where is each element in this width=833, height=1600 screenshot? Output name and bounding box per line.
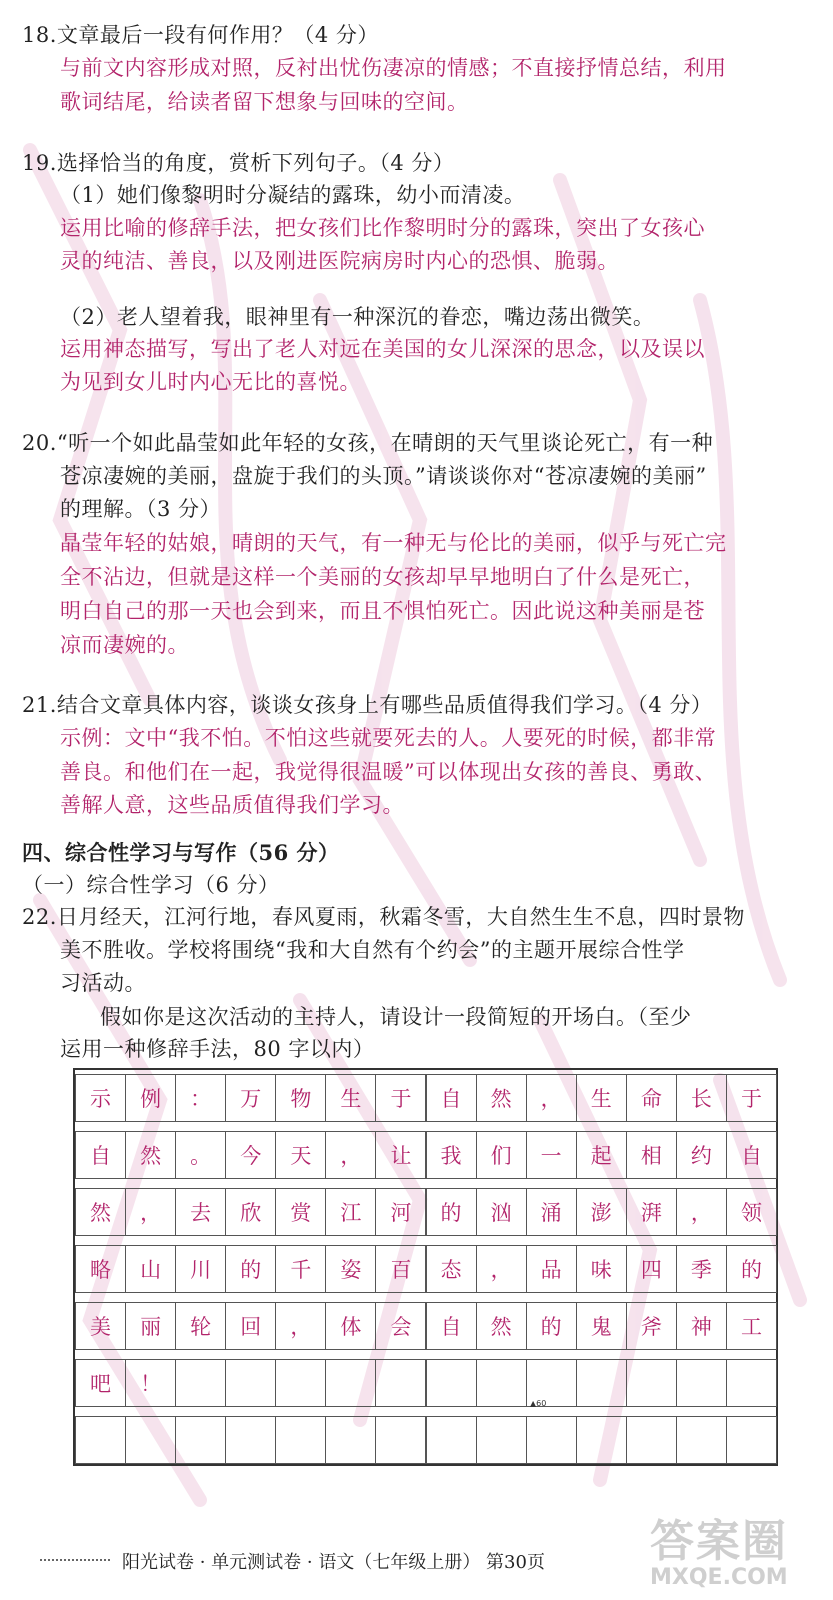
grid-cell: 会: [375, 1302, 426, 1350]
grid-cell: 命: [626, 1074, 677, 1122]
q22-question-line-3: 习活动。: [60, 971, 146, 995]
grid-cell: 略: [75, 1245, 126, 1293]
q22-prompt-line-2: 运用一种修辞手法，80 字以内）: [60, 1037, 375, 1061]
watermark-logo-text: 答案圈: [650, 1516, 788, 1567]
grid-cell: [426, 1359, 477, 1407]
q20-answer-line-1: 晶莹年轻的姑娘，晴朗的天气，有一种无与伦比的美丽，似乎与死亡完: [60, 531, 727, 555]
grid-cell: 品: [526, 1245, 577, 1293]
q19-ans1-line-1: 运用比喻的修辞手法，把女孩们比作黎明时分的露珠，突出了女孩心: [60, 216, 705, 240]
grid-cell: 自: [426, 1074, 477, 1122]
footer-dots-left: [40, 1559, 110, 1561]
grid-cell: 长: [676, 1074, 727, 1122]
grid-row: [75, 1302, 776, 1350]
grid-cell: 涌: [526, 1188, 577, 1236]
grid-cell: 轮: [175, 1302, 226, 1350]
section4-title: 四、综合性学习与写作（56 分）: [22, 840, 340, 865]
grid-cell: 四: [626, 1245, 677, 1293]
grid-cell: [125, 1416, 176, 1464]
q20-answer-line-4: 凉而凄婉的。: [60, 633, 189, 657]
grid-cell: 自: [75, 1131, 126, 1179]
q21-answer-line-1: 示例：文中“我不怕。不怕这些就要死去的人。人要死的时候，都非常: [60, 726, 717, 750]
grid-cell: 生: [576, 1074, 627, 1122]
grid-cell: [275, 1359, 326, 1407]
grid-cell: [676, 1359, 727, 1407]
grid-cell: 于: [375, 1074, 426, 1122]
q19-ans2-line-2: 为见到女儿时内心无比的喜悦。: [60, 370, 361, 394]
grid-cell: [75, 1416, 126, 1464]
grid-cell: 物: [275, 1074, 326, 1122]
q20-question-line-1: 20.“听一个如此晶莹如此年轻的女孩，在晴朗的天气里谈论死亡，有一种: [22, 431, 714, 455]
grid-cell: 万: [225, 1074, 276, 1122]
grid-cell: 然: [125, 1131, 176, 1179]
grid-cell: 的: [726, 1245, 777, 1293]
q20-answer-line-3: 明白自己的那一天也会到来，而且不惧怕死亡。因此说这种美丽是苍: [60, 599, 705, 623]
q18-question: 18.文章最后一段有何作用？（4 分）: [22, 23, 379, 47]
grid-cell: ，: [676, 1188, 727, 1236]
grid-cell: ，: [325, 1131, 376, 1179]
grid-cell: [225, 1416, 276, 1464]
grid-cell: 体: [325, 1302, 376, 1350]
grid-cell: 工: [726, 1302, 777, 1350]
grid-cell: 的: [225, 1245, 276, 1293]
grid-cell: 味: [576, 1245, 627, 1293]
grid-cell: ，: [275, 1302, 326, 1350]
grid-cell: 然: [75, 1188, 126, 1236]
grid-cell: [676, 1416, 727, 1464]
watermark-url: MXQE.COM: [650, 1565, 788, 1590]
grid-cell: [175, 1359, 226, 1407]
grid-cell: [325, 1416, 376, 1464]
grid-cell: 百: [375, 1245, 426, 1293]
grid-row: [75, 1416, 776, 1464]
grid-cell: 一: [526, 1131, 577, 1179]
grid-cell: [175, 1416, 226, 1464]
grid-cell: 神: [676, 1302, 727, 1350]
grid-cell: 鬼: [576, 1302, 627, 1350]
grid-row: [75, 1131, 776, 1179]
grid-cell: ！: [125, 1359, 176, 1407]
grid-cell: 河: [375, 1188, 426, 1236]
grid-cell: 然: [476, 1302, 527, 1350]
grid-cell: 姿: [325, 1245, 376, 1293]
q19-ans2-line-1: 运用神态描写，写出了老人对远在美国的女儿深深的思念，以及误以: [60, 337, 705, 361]
q22-question-line-2: 美不胜收。学校将围绕“我和大自然有个约会”的主题开展综合性学: [60, 938, 685, 962]
grid-cell: 川: [175, 1245, 226, 1293]
section4-subtitle: （一）综合性学习（6 分）: [22, 873, 280, 897]
q22-prompt-line-1: 假如你是这次活动的主持人，请设计一段简短的开场白。（至少: [100, 1005, 692, 1029]
grid-cell: 去: [175, 1188, 226, 1236]
grid-cell: [726, 1359, 777, 1407]
q19-sub2: （2）老人望着我，眼神里有一种深沉的眷恋，嘴边荡出微笑。: [60, 305, 655, 329]
grid-cell: 回: [225, 1302, 276, 1350]
grid-cell: 让: [375, 1131, 426, 1179]
grid-cell: [275, 1416, 326, 1464]
grid-cell: ：: [175, 1074, 226, 1122]
q21-question: 21.结合文章具体内容，谈谈女孩身上有哪些品质值得我们学习。（4 分）: [22, 693, 713, 717]
grid-cell: [726, 1416, 777, 1464]
grid-cell: 丽: [125, 1302, 176, 1350]
grid-cell: 我: [426, 1131, 477, 1179]
grid-cell: 欣: [225, 1188, 276, 1236]
grid-row: [75, 1245, 776, 1293]
grid-row: [75, 1188, 776, 1236]
grid-cell: 赏: [275, 1188, 326, 1236]
q20-question-line-2: 苍凉凄婉的美丽，盘旋于我们的头顶。”请谈谈你对“苍凉凄婉的美丽”: [60, 464, 707, 488]
grid-cell: 湃: [626, 1188, 677, 1236]
grid-cell: 山: [125, 1245, 176, 1293]
grid-cell: 今: [225, 1131, 276, 1179]
q21-answer-line-2: 善良。和他们在一起，我觉得很温暖”可以体现出女孩的善良、勇敢、: [60, 760, 717, 784]
grid-cell: 的: [426, 1188, 477, 1236]
grid-cell: 起: [576, 1131, 627, 1179]
grid-cell: 自: [426, 1302, 477, 1350]
grid-cell: 们: [476, 1131, 527, 1179]
word-count-marker: ▲60: [530, 1399, 547, 1408]
grid-cell: [225, 1359, 276, 1407]
q19-sub1: （1）她们像黎明时分凝结的露珠，幼小而清凌。: [60, 183, 526, 207]
grid-cell: 江: [325, 1188, 376, 1236]
grid-cell: 千: [275, 1245, 326, 1293]
grid-cell: 吧: [75, 1359, 126, 1407]
grid-cell: [576, 1416, 627, 1464]
grid-cell: 的: [526, 1302, 577, 1350]
grid-cell: [476, 1416, 527, 1464]
grid-row: [75, 1359, 776, 1407]
q21-answer-line-3: 善解人意，这些品质值得我们学习。: [60, 793, 404, 817]
grid-cell: 天: [275, 1131, 326, 1179]
grid-cell: 态: [426, 1245, 477, 1293]
grid-cell: [375, 1416, 426, 1464]
grid-cell: 于: [726, 1074, 777, 1122]
grid-cell: 例: [125, 1074, 176, 1122]
grid-cell: [375, 1359, 426, 1407]
grid-cell: [576, 1359, 627, 1407]
q20-question-line-3: 的理解。（3 分）: [60, 497, 222, 521]
grid-cell: 美: [75, 1302, 126, 1350]
grid-cell: [325, 1359, 376, 1407]
q20-answer-line-2: 全不沾边，但就是这样一个美丽的女孩却早早地明白了什么是死亡，: [60, 565, 705, 589]
grid-row: [75, 1074, 776, 1122]
q19-question: 19.选择恰当的角度，赏析下列句子。（4 分）: [22, 151, 455, 175]
grid-cell: [526, 1416, 577, 1464]
grid-cell: 斧: [626, 1302, 677, 1350]
answer-grid: [73, 1068, 778, 1466]
grid-cell: [476, 1359, 527, 1407]
grid-cell: 生: [325, 1074, 376, 1122]
grid-cell: ，: [476, 1245, 527, 1293]
grid-cell: 汹: [476, 1188, 527, 1236]
grid-cell: 澎: [576, 1188, 627, 1236]
grid-cell: 示: [75, 1074, 126, 1122]
watermark-logo: [650, 1505, 820, 1595]
grid-cell: 。: [175, 1131, 226, 1179]
grid-cell: [426, 1416, 477, 1464]
q18-answer-line-2: 歌词结尾，给读者留下想象与回味的空间。: [60, 90, 469, 114]
grid-cell: 约: [676, 1131, 727, 1179]
grid-cell: [626, 1359, 677, 1407]
footer-text: 阳光试卷 · 单元测试卷 · 语文（七年级上册） 第30页: [122, 1552, 545, 1573]
grid-cell: 季: [676, 1245, 727, 1293]
grid-cell: [626, 1416, 677, 1464]
q18-answer-line-1: 与前文内容形成对照，反衬出忧伤凄凉的情感；不直接抒情总结，利用: [60, 56, 727, 80]
q22-question-line-1: 22.日月经天，江河行地，春风夏雨，秋霜冬雪，大自然生生不息，四时景物: [22, 905, 745, 929]
grid-cell: 然: [476, 1074, 527, 1122]
grid-cell: ，: [125, 1188, 176, 1236]
grid-cell: 领: [726, 1188, 777, 1236]
grid-cell: 相: [626, 1131, 677, 1179]
q19-ans1-line-2: 灵的纯洁、善良，以及刚进医院病房时内心的恐惧、脆弱。: [60, 249, 619, 273]
grid-cell: ，: [526, 1074, 577, 1122]
grid-cell: 自: [726, 1131, 777, 1179]
